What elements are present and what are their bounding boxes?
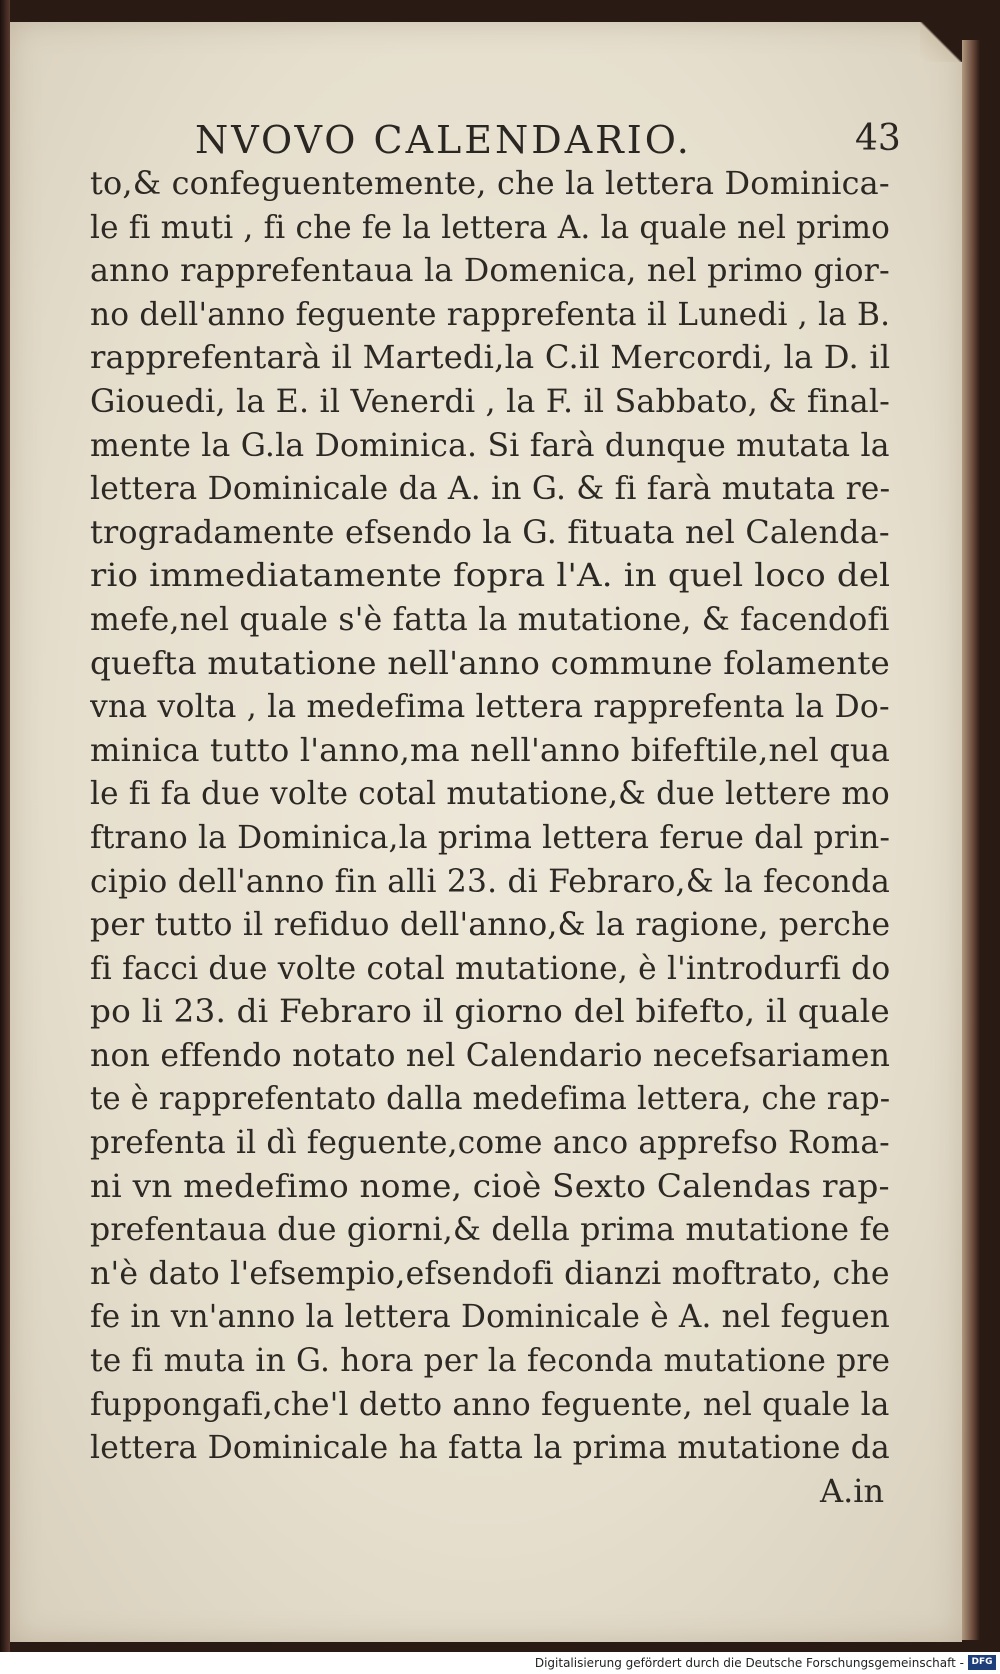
text-line: rapprefentarà il Martedi,la C.il Mercordi, la D. il: [90, 338, 891, 377]
text-line: mente la G.la Dominica. Si farà dunque mutata la: [90, 425, 890, 464]
text-line: fuppongafi,che'l detto anno feguente, nel quale la: [90, 1384, 890, 1423]
text-line: lettera Dominicale ha fatta la prima mutatione da: [90, 1428, 890, 1467]
text-line: non effendo notato nel Calendario necefsariamen: [90, 1035, 891, 1074]
text-line: ni vn medefimo nome, cioè Sexto Calendas rap-: [90, 1166, 890, 1205]
text-line: rio immediatamente fopra l'A. in quel loco del: [90, 556, 891, 595]
text-line: lettera Dominicale da A. in G. & fi farà mutata re-: [90, 469, 891, 508]
body-text: [90, 162, 900, 1470]
text-line: le fi fa due volte cotal mutatione,& due lettere mo: [90, 774, 890, 813]
text-line: prefentaua due giorni,& della prima mutatione fe: [90, 1210, 891, 1249]
text-line: fi facci due volte cotal mutatione, è l'introdurfi do: [90, 948, 891, 987]
dfg-logo: DFG: [968, 1655, 996, 1670]
text-line: ftrano la Dominica,la prima lettera ferue dal prin-: [90, 817, 891, 856]
page-number: 43: [855, 118, 901, 159]
page-corner-fold: [920, 22, 962, 62]
catchword: A.in: [820, 1472, 885, 1510]
text-line: fe in vn'anno la lettera Dominicale è A. nel feguen: [90, 1297, 890, 1336]
running-title: NVOVO CALENDARIO.: [195, 118, 692, 162]
text-line: to,& confeguentemente, che la lettera Dominica-: [90, 164, 890, 202]
page-stack-edge: [962, 40, 980, 1640]
book-binding-edge: [0, 0, 10, 1674]
text-line: le fi muti , fi che fe la lettera A. la quale nel primo: [90, 207, 890, 246]
text-line: per tutto il refiduo dell'anno,& la ragione, perche: [90, 905, 891, 944]
text-line: mefe,nel quale s'è fatta la mutatione, & facendofi: [90, 599, 890, 638]
text-line: no dell'anno feguente rapprefenta il Lunedi , la B.: [90, 294, 891, 333]
text-line: prefenta il dì feguente,come anco apprefso Roma-: [90, 1123, 890, 1162]
digitization-footer: [0, 1652, 1000, 1674]
text-line: n'è dato l'efsempio,efsendofi dianzi moftrato, che: [90, 1253, 890, 1292]
text-line: te fi muta in G. hora per la feconda mutatione pre: [90, 1341, 891, 1380]
text-line: Giouedi, la E. il Venerdi , la F. il Sabbato, & final-: [90, 381, 891, 420]
text-line: cipio dell'anno fin alli 23. di Febraro,& la feconda: [90, 861, 891, 900]
text-line: vna volta , la medefima lettera rapprefenta la Do-: [90, 687, 890, 726]
text-line: te è rapprefentato dalla medefima lettera, che rap-: [90, 1079, 891, 1118]
text-line: anno rapprefentaua la Domenica, nel primo gior-: [90, 251, 890, 290]
funding-credit: Digitalisierung gefördert durch die Deutsche Forschungsgemeinschaft -: [534, 1656, 964, 1670]
text-line: po li 23. di Febraro il giorno del bifefto, il quale: [90, 992, 890, 1031]
text-line: trogradamente efsendo la G. fituata nel Calenda-: [90, 512, 890, 551]
text-line: minica tutto l'anno,ma nell'anno bifeftile,nel qua: [90, 730, 891, 769]
text-line: quefta mutatione nell'anno commune folamente: [90, 643, 890, 682]
